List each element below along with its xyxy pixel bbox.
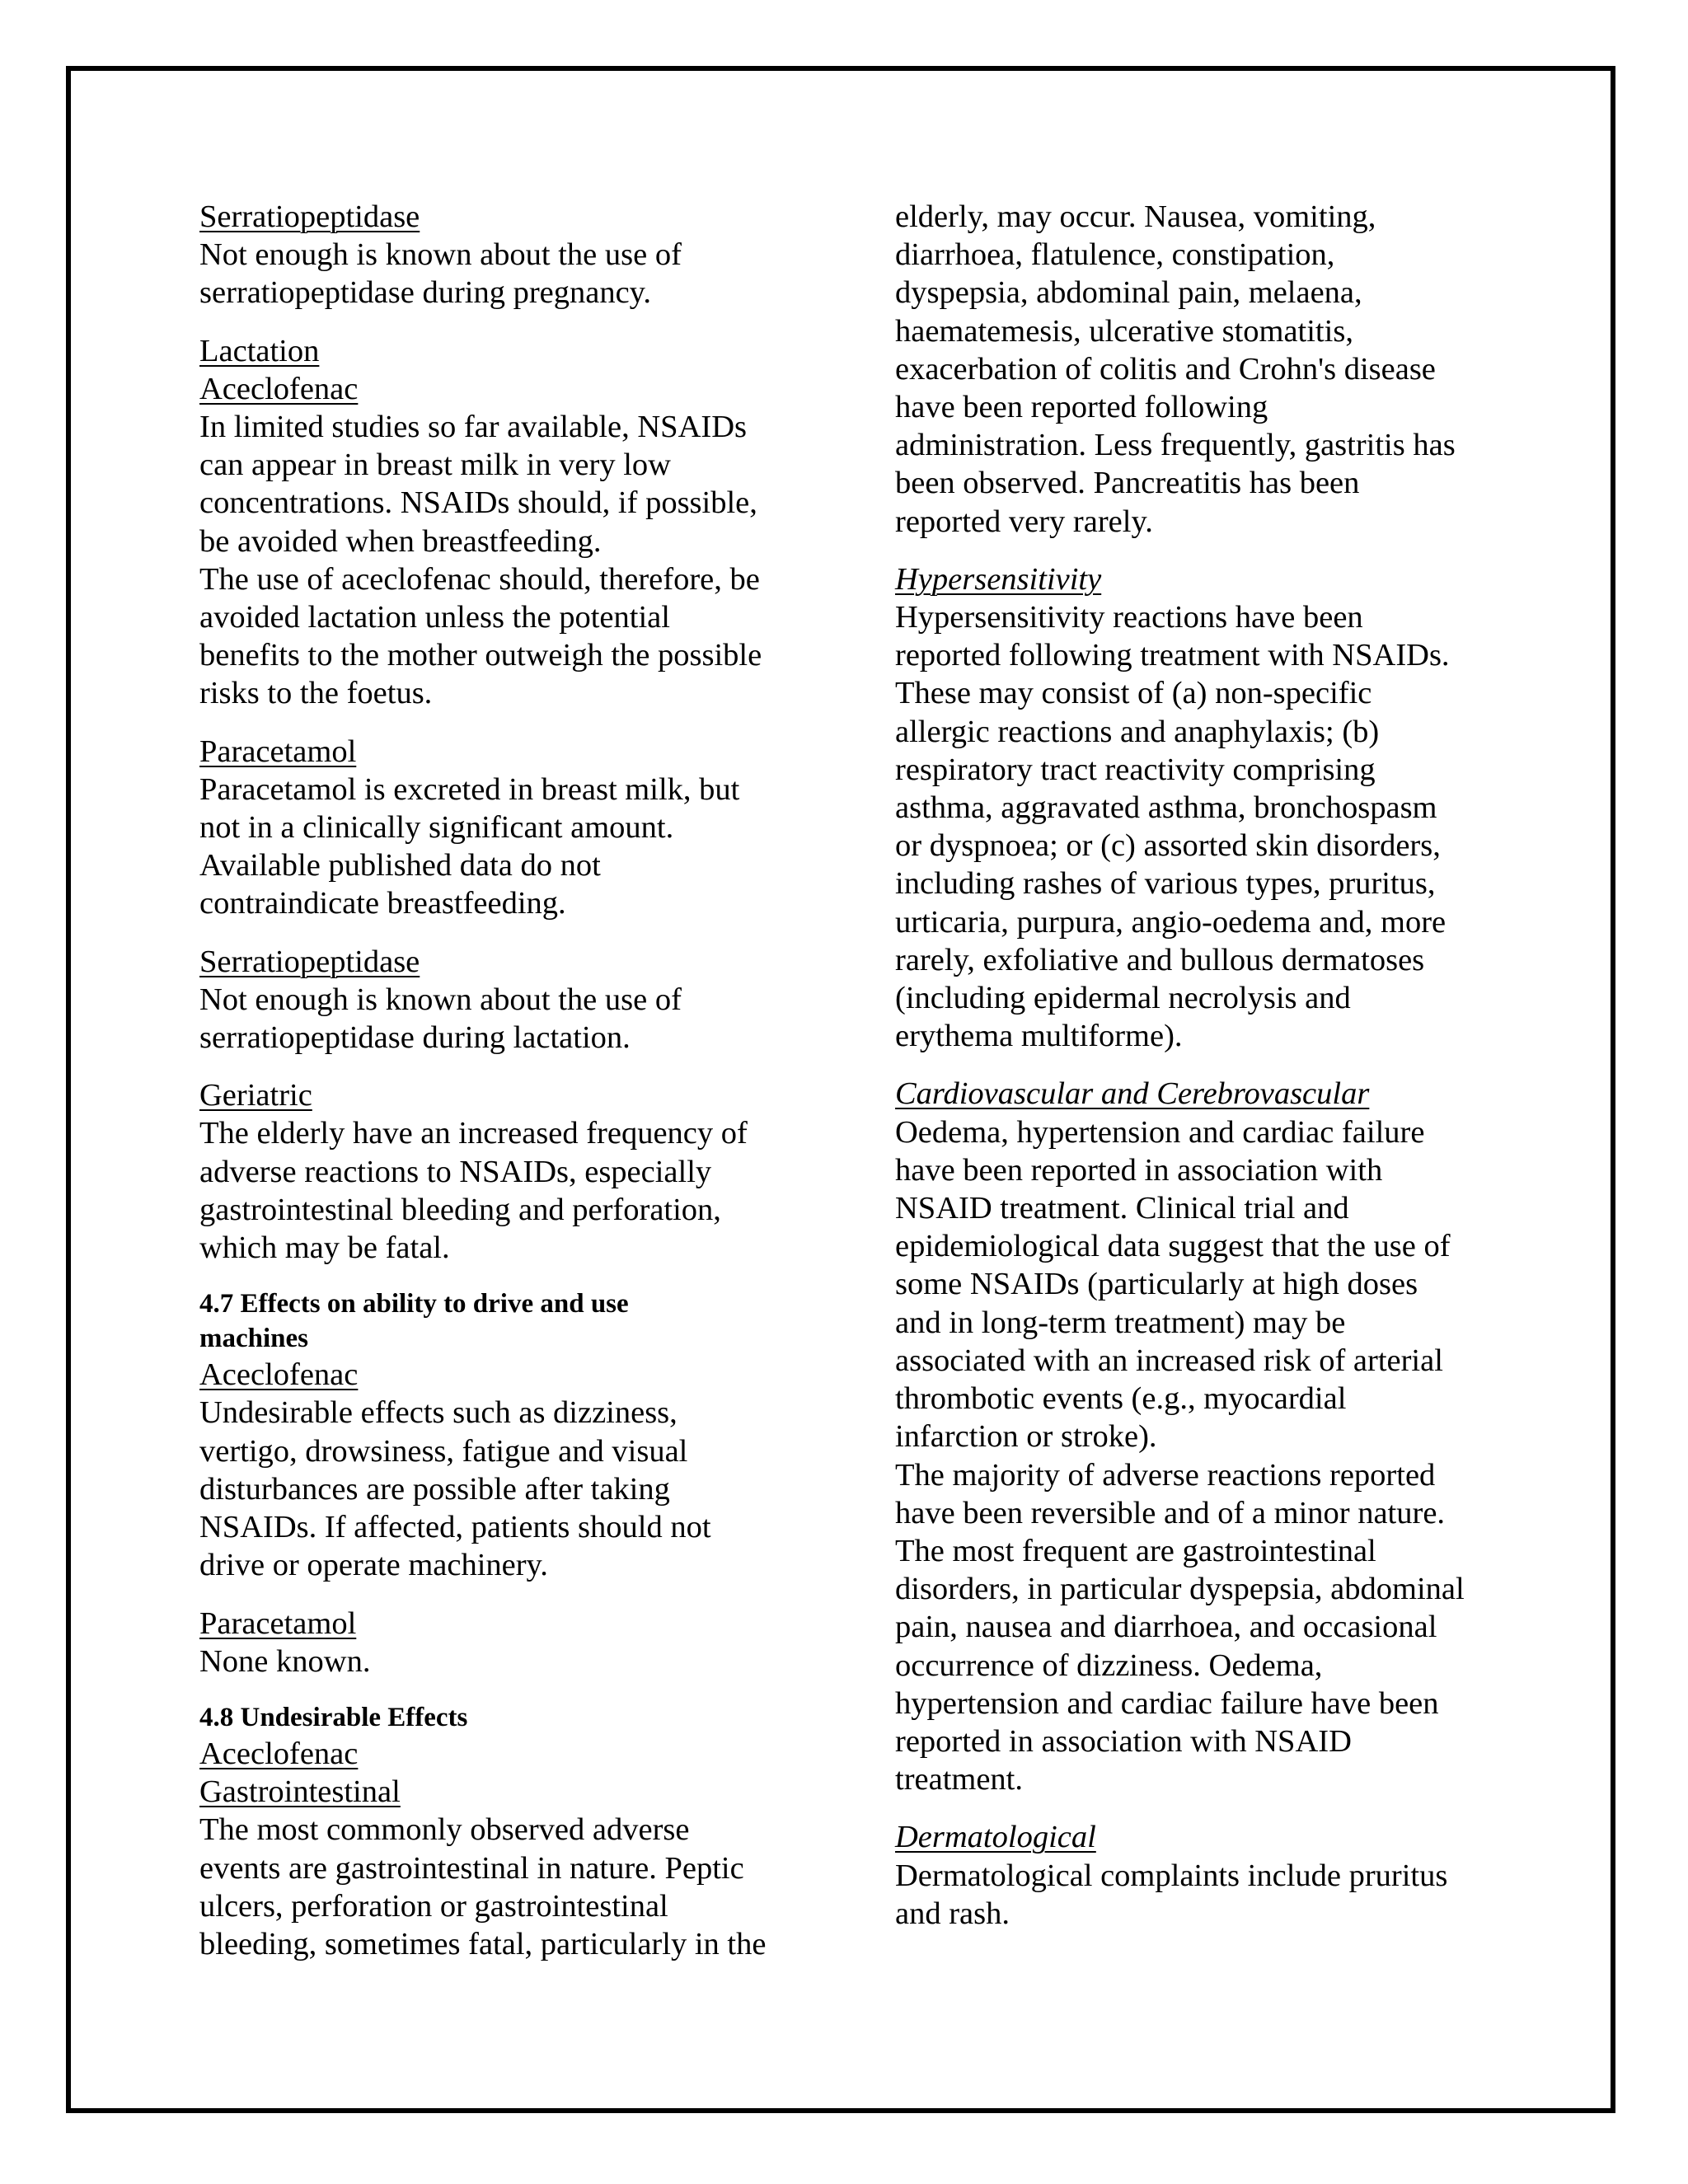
body-line: can appear in breast milk in very low	[199, 448, 671, 483]
body-line: Hypersensitivity reactions have been	[895, 600, 1363, 635]
body-line: Undesirable effects such as dizziness,	[199, 1395, 678, 1431]
body-line: The most commonly observed adverse	[199, 1812, 690, 1848]
body-line: haematemesis, ulcerative stomatitis,	[895, 313, 1353, 349]
body-line: respiratory tract reactivity comprising	[895, 752, 1376, 787]
body-line: Paracetamol is excreted in breast milk, but	[199, 771, 740, 807]
subheading-text: Paracetamol	[199, 733, 357, 769]
subheading-text: Paracetamol	[199, 1605, 357, 1641]
subheading-text: Dermatological	[895, 1820, 1096, 1855]
body-line: and rash.	[895, 1896, 1010, 1931]
body-line: and in long-term treatment) may be	[895, 1305, 1346, 1340]
body-line: disturbances are possible after taking	[199, 1471, 670, 1507]
subheading-hypersensitivity	[895, 560, 1522, 598]
subheading-aceclofenac	[199, 1735, 826, 1773]
body-line: diarrhoea, flatulence, constipation,	[895, 237, 1335, 273]
body-line: The use of aceclofenac should, therefore, be	[199, 561, 760, 597]
body-line: urticaria, purpura, angio-oedema and, more	[895, 904, 1447, 940]
body-line: Dermatological complaints include pruritus	[895, 1858, 1448, 1893]
section-heading: 4.7 Effects on ability to drive and use	[199, 1289, 629, 1319]
subheading-text: Hypersensitivity	[895, 561, 1102, 597]
body-line: adverse reactions to NSAIDs, especially	[199, 1154, 712, 1189]
subheading-text: Gastrointestinal	[199, 1774, 401, 1810]
body-line: In limited studies so far available, NSAIDs	[199, 410, 747, 445]
body-line: been observed. Pancreatitis has been	[895, 466, 1360, 501]
body-line: (including epidermal necrolysis and	[895, 981, 1351, 1016]
body-line: associated with an increased risk of arterial	[895, 1343, 1443, 1378]
body-line: Oedema, hypertension and cardiac failure	[895, 1114, 1425, 1150]
subheading-text: Lactation	[199, 333, 320, 368]
body-line: contraindicate breastfeeding.	[199, 886, 566, 921]
subheading-text: Cardiovascular and Cerebrovascular	[895, 1076, 1370, 1112]
body-line: benefits to the mother outweigh the possible	[199, 638, 762, 673]
subheading-cardiovascular-and-cerebrovascular	[895, 1075, 1522, 1113]
left-section-2	[199, 733, 826, 923]
body-line: gastrointestinal bleeding and perforation,	[199, 1192, 721, 1227]
body-line: treatment.	[895, 1762, 1023, 1797]
subheading-paracetamol	[199, 733, 826, 771]
body-line: have been reversible and of a minor nature.	[895, 1495, 1446, 1530]
subheading-paracetamol	[199, 1605, 826, 1643]
subheading-text: Aceclofenac	[199, 1736, 359, 1771]
body-line: reported in association with NSAID	[895, 1723, 1352, 1759]
body-line: have been reported following	[895, 390, 1268, 425]
left-section-5	[199, 1286, 826, 1584]
body-line: occurrence of dizziness. Oedema,	[895, 1647, 1323, 1683]
body-line: or dyspnoea; or (c) assorted skin disorders,	[895, 828, 1441, 864]
subheading-gastrointestinal	[199, 1773, 826, 1811]
subheading-text: Aceclofenac	[199, 1357, 359, 1393]
body-line: NSAIDs. If affected, patients should not	[199, 1510, 711, 1545]
body-line: ulcers, perforation or gastrointestinal	[199, 1888, 668, 1924]
body-line: rarely, exfoliative and bullous dermatoses	[895, 942, 1425, 977]
body-line: The majority of adverse reactions reported	[895, 1457, 1436, 1493]
body-line: asthma, aggravated asthma, bronchospasm	[895, 790, 1437, 826]
body-line: which may be fatal.	[199, 1230, 450, 1266]
body-line: The most frequent are gastrointestinal	[895, 1533, 1376, 1568]
subheading-serratiopeptidase	[199, 943, 826, 981]
body-line: dyspepsia, abdominal pain, melaena,	[895, 275, 1362, 311]
body-line: None known.	[199, 1643, 371, 1679]
right-section-1	[895, 560, 1522, 1056]
left-section-7	[199, 1700, 826, 1963]
body-line: epidemiological data suggest that the use of	[895, 1229, 1451, 1264]
right-column	[895, 198, 1522, 1952]
body-line: disorders, in particular dyspepsia, abdominal	[895, 1572, 1465, 1607]
subheading-serratiopeptidase	[199, 198, 826, 236]
left-section-1	[199, 332, 826, 713]
section-heading: machines	[199, 1324, 308, 1354]
body-line: reported very rarely.	[895, 504, 1153, 539]
body-line: bleeding, sometimes fatal, particularly in the	[199, 1926, 767, 1961]
left-section-3	[199, 943, 826, 1057]
body-line: avoided lactation unless the potential	[199, 600, 670, 635]
body-line: allergic reactions and anaphylaxis; (b)	[895, 714, 1380, 749]
body-line: concentrations. NSAIDs should, if possible,	[199, 485, 757, 521]
subheading-text: Serratiopeptidase	[199, 199, 420, 234]
left-section-6	[199, 1605, 826, 1680]
body-line: administration. Less frequently, gastritis has	[895, 428, 1456, 463]
body-line: exacerbation of colitis and Crohn's disease	[895, 351, 1436, 387]
body-line: hypertension and cardiac failure have been	[895, 1685, 1439, 1721]
subheading-lactation	[199, 332, 826, 370]
right-section-0	[895, 198, 1522, 541]
left-section-0	[199, 198, 826, 312]
body-line: events are gastrointestinal in nature. Peptic	[199, 1850, 744, 1886]
body-line: drive or operate machinery.	[199, 1548, 548, 1583]
subheading-aceclofenac	[199, 1356, 826, 1394]
body-line: infarction or stroke).	[895, 1419, 1157, 1455]
body-line: have been reported in association with	[895, 1152, 1383, 1188]
body-line: The elderly have an increased frequency of	[199, 1116, 748, 1151]
body-line: Not enough is known about the use of	[199, 237, 682, 273]
left-section-4	[199, 1076, 826, 1267]
body-line: reported following treatment with NSAIDs.	[895, 638, 1450, 673]
body-line: vertigo, drowsiness, fatigue and visual	[199, 1433, 688, 1469]
body-line: serratiopeptidase during pregnancy.	[199, 275, 652, 311]
right-section-2	[895, 1075, 1522, 1798]
body-line: thrombotic events (e.g., myocardial	[895, 1381, 1347, 1417]
body-line: not in a clinically significant amount.	[199, 810, 674, 846]
body-line: These may consist of (a) non-specific	[895, 676, 1372, 711]
right-section-3	[895, 1818, 1522, 1933]
subheading-dermatological	[895, 1818, 1522, 1856]
body-line: Not enough is known about the use of	[199, 982, 682, 1017]
body-line: pain, nausea and diarrhoea, and occasional	[895, 1610, 1437, 1645]
subheading-aceclofenac	[199, 370, 826, 408]
subheading-text: Geriatric	[199, 1078, 312, 1113]
body-line: some NSAIDs (particularly at high doses	[895, 1267, 1418, 1302]
subheading-text: Aceclofenac	[199, 371, 359, 406]
body-line: including rashes of various types, pruritus,	[895, 866, 1436, 902]
body-line: NSAID treatment. Clinical trial and	[895, 1191, 1349, 1226]
body-line: elderly, may occur. Nausea, vomiting,	[895, 199, 1376, 234]
section-heading: 4.8 Undesirable Effects	[199, 1702, 468, 1732]
body-line: erythema multiforme).	[895, 1019, 1183, 1054]
subheading-text: Serratiopeptidase	[199, 944, 420, 979]
left-column	[199, 198, 826, 1983]
body-line: risks to the foetus.	[199, 676, 433, 711]
body-line: be avoided when breastfeeding.	[199, 523, 602, 559]
body-line: serratiopeptidase during lactation.	[199, 1020, 631, 1056]
subheading-geriatric	[199, 1076, 826, 1114]
body-line: Available published data do not	[199, 848, 601, 883]
